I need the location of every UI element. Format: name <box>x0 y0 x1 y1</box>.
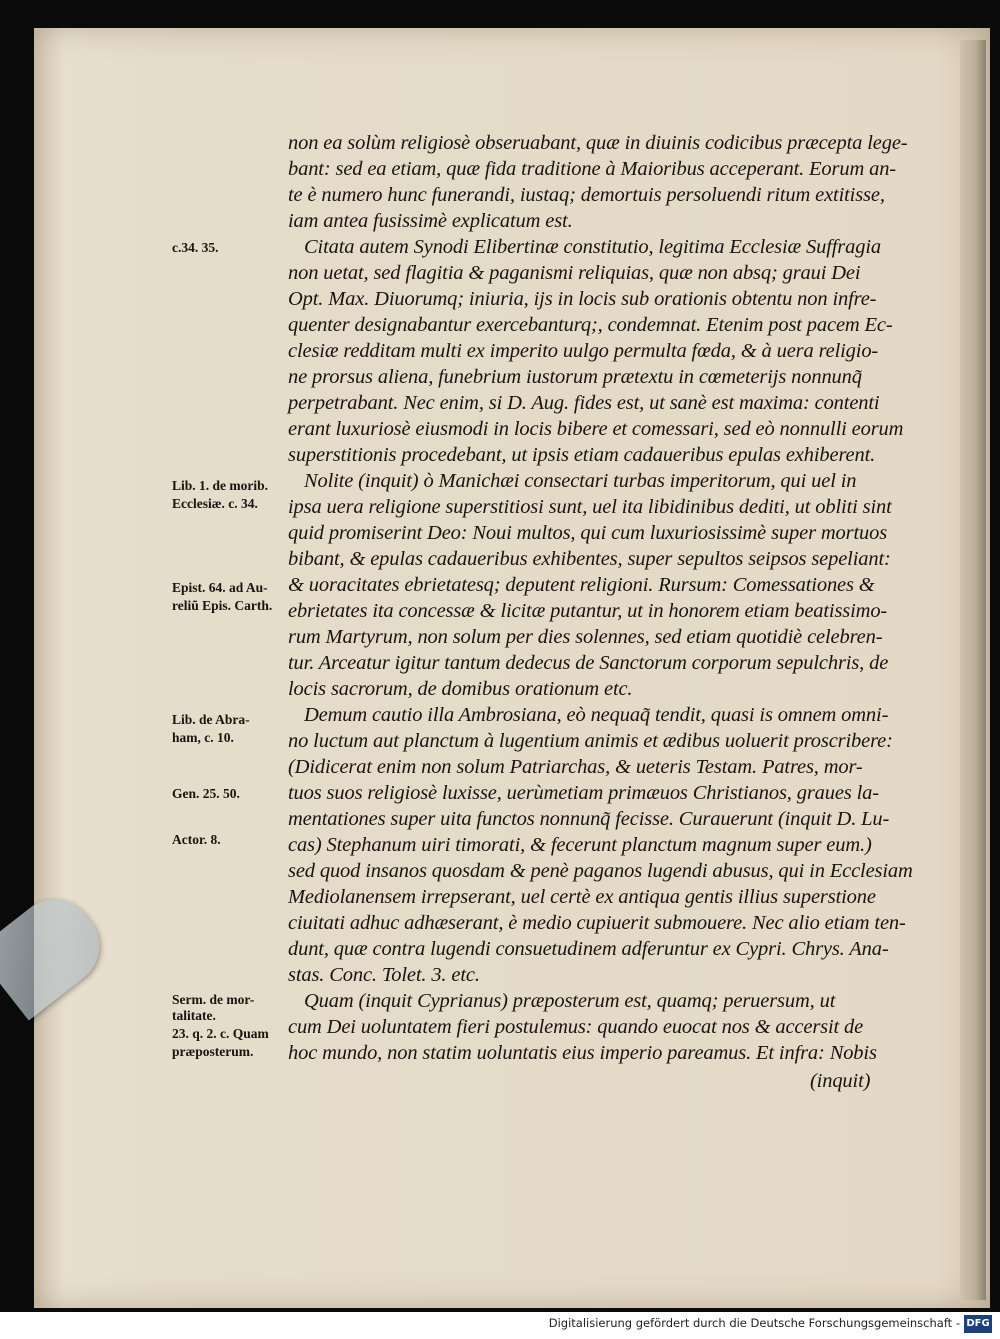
body-line: Nolite (inquit) ò Manichæi consectari turbas imperitorum, qui uel in <box>304 470 857 492</box>
body-line: mentationes super uita functos nonnunq̃ fecisse. Curauerunt (inquit D. Lu- <box>288 808 890 830</box>
margin-note: Epist. 64. ad Au- <box>172 580 268 595</box>
body-line: tuos suos religiosè luxisse, uerùmetiam primæuos Christianos, graues la- <box>288 782 879 804</box>
body-line: Quam (inquit Cyprianus) præposterum est, quamq; peruersum, ut <box>304 990 836 1012</box>
body-line: bant: sed ea etiam, quæ fida traditione à Maioribus acceperant. Eorum an- <box>288 158 896 180</box>
margin-note: 23. q. 2. c. Quam <box>172 1026 269 1041</box>
body-line: no luctum aut planctum à lugentium animis et ædibus uoluerit proscribere: <box>288 730 893 752</box>
margin-note: reliũ Epis. Carth. <box>172 598 273 613</box>
body-line: perpetrabant. Nec enim, si D. Aug. fides est, ut sanè est maxima: contenti <box>288 392 880 414</box>
body-line: (Didicerat enim non solum Patriarchas, & ueteris Testam. Patres, mor- <box>288 756 863 778</box>
body-line: cum Dei uoluntatem fieri postulemus: quando euocat nos & accersit de <box>288 1016 864 1038</box>
body-line: erant luxuriosè eiusmodi in locis bibere et comessari, sed eò nonnulli eorum <box>288 418 904 440</box>
body-line: Citata autem Synodi Elibertinæ constitutio, legitima Ecclesiæ Suffragia <box>304 236 881 258</box>
body-line: Demum cautio illa Ambrosiana, eò nequaq̃ tendit, quasi is omnem omni- <box>304 704 889 726</box>
page-edge <box>960 40 986 1300</box>
margin-note: Lib. 1. de morib. <box>172 478 269 493</box>
margin-note: Gen. 25. 50. <box>172 786 240 801</box>
body-line: bibant, & epulas cadaueribus exhibentes, super sepultos seipsos sepeliant: <box>288 548 891 570</box>
body-line: quenter designabantur exercebanturq;, condemnat. Etenim post pacem Ec- <box>288 314 893 336</box>
body-line: te è numero hunc funerandi, iustaq; demortuis persoluendi ritum extitisse, <box>288 184 885 206</box>
margin-note: talitate. <box>172 1008 216 1023</box>
margin-note: ham, c. 10. <box>172 730 234 745</box>
body-line: cas) Stephanum uiri timorati, & fecerunt planctum magnum super eum.) <box>288 834 872 856</box>
catchword: (inquit) <box>810 1070 871 1092</box>
body-line: ciuitati adhuc adhæserant, è medio cupiuerit submouere. Nec alio etiam ten- <box>288 912 906 934</box>
body-line: superstitionis procedebant, ut ipsis etiam cadaueribus epulas exhiberent. <box>288 444 876 466</box>
body-line: ipsa uera religione superstitiosi sunt, uel ita libidinibus dediti, ut obliti sint <box>288 496 892 518</box>
margin-note: præposterum. <box>172 1044 254 1059</box>
body-line: clesiæ redditam multi ex imperito uulgo permulta fœda, & à uera religio- <box>288 340 879 362</box>
body-line: iam antea fusissimè explicatum est. <box>288 210 573 232</box>
margin-note: c.34. 35. <box>172 240 219 255</box>
margin-note: Ecclesiæ. c. 34. <box>172 496 258 511</box>
body-line: Opt. Max. Diuorumq; iniuria, ijs in locis sub orationis obtentu non infre- <box>288 288 877 310</box>
body-line: sed quod insanos quosdam & penè paganos lugendi abusus, qui in Ecclesiam <box>288 860 913 882</box>
margin-note: Actor. 8. <box>172 832 221 847</box>
body-line: Mediolanensem irrepserant, uel certè ex antiqua gentis illius superstione <box>288 886 876 908</box>
body-line: tur. Arceatur igitur tantum dedecus de Sanctorum corporum sepulchris, de <box>288 652 889 674</box>
body-line: stas. Conc. Tolet. 3. etc. <box>288 964 480 986</box>
body-line: dunt, quæ contra lugendi consuetudinem adferuntur ex Cypri. Chrys. Ana- <box>288 938 889 960</box>
body-line: hoc mundo, non statim uoluntatis eius imperio pareamus. Et infra: Nobis <box>288 1042 877 1064</box>
body-line: ebrietates ita concessæ & licitæ putantur, ut in honorem etiam beatissimo- <box>288 600 888 622</box>
body-line: & uoracitates ebrietatesq; deputent religioni. Rursum: Comessationes & <box>288 574 875 596</box>
body-line: non uetat, sed flagitia & paganismi reliquias, quæ non absq; graui Dei <box>288 262 861 284</box>
margin-note: Lib. de Abra- <box>172 712 250 727</box>
dfg-logo: DFG <box>964 1315 992 1333</box>
body-line: locis sacrorum, de domibus orationum etc. <box>288 678 633 700</box>
margin-note: Serm. de mor- <box>172 992 255 1007</box>
body-line: ne prorsus aliena, funebrium iustorum prætextu in cœmeterijs nonnunq̃ <box>288 366 862 388</box>
body-line: rum Martyrum, non solum per dies solennes, sed etiam quotidiè celebren- <box>288 626 883 648</box>
footer-credit: Digitalisierung gefördert durch die Deutsche Forschungsgemeinschaft - <box>548 1316 960 1330</box>
body-line: quid promiserint Deo: Noui multos, qui cum luxuriosissimè super mortuos <box>288 522 888 544</box>
body-line: non ea solùm religiosè obseruabant, quæ in diuinis codicibus præcepta lege- <box>288 132 908 154</box>
